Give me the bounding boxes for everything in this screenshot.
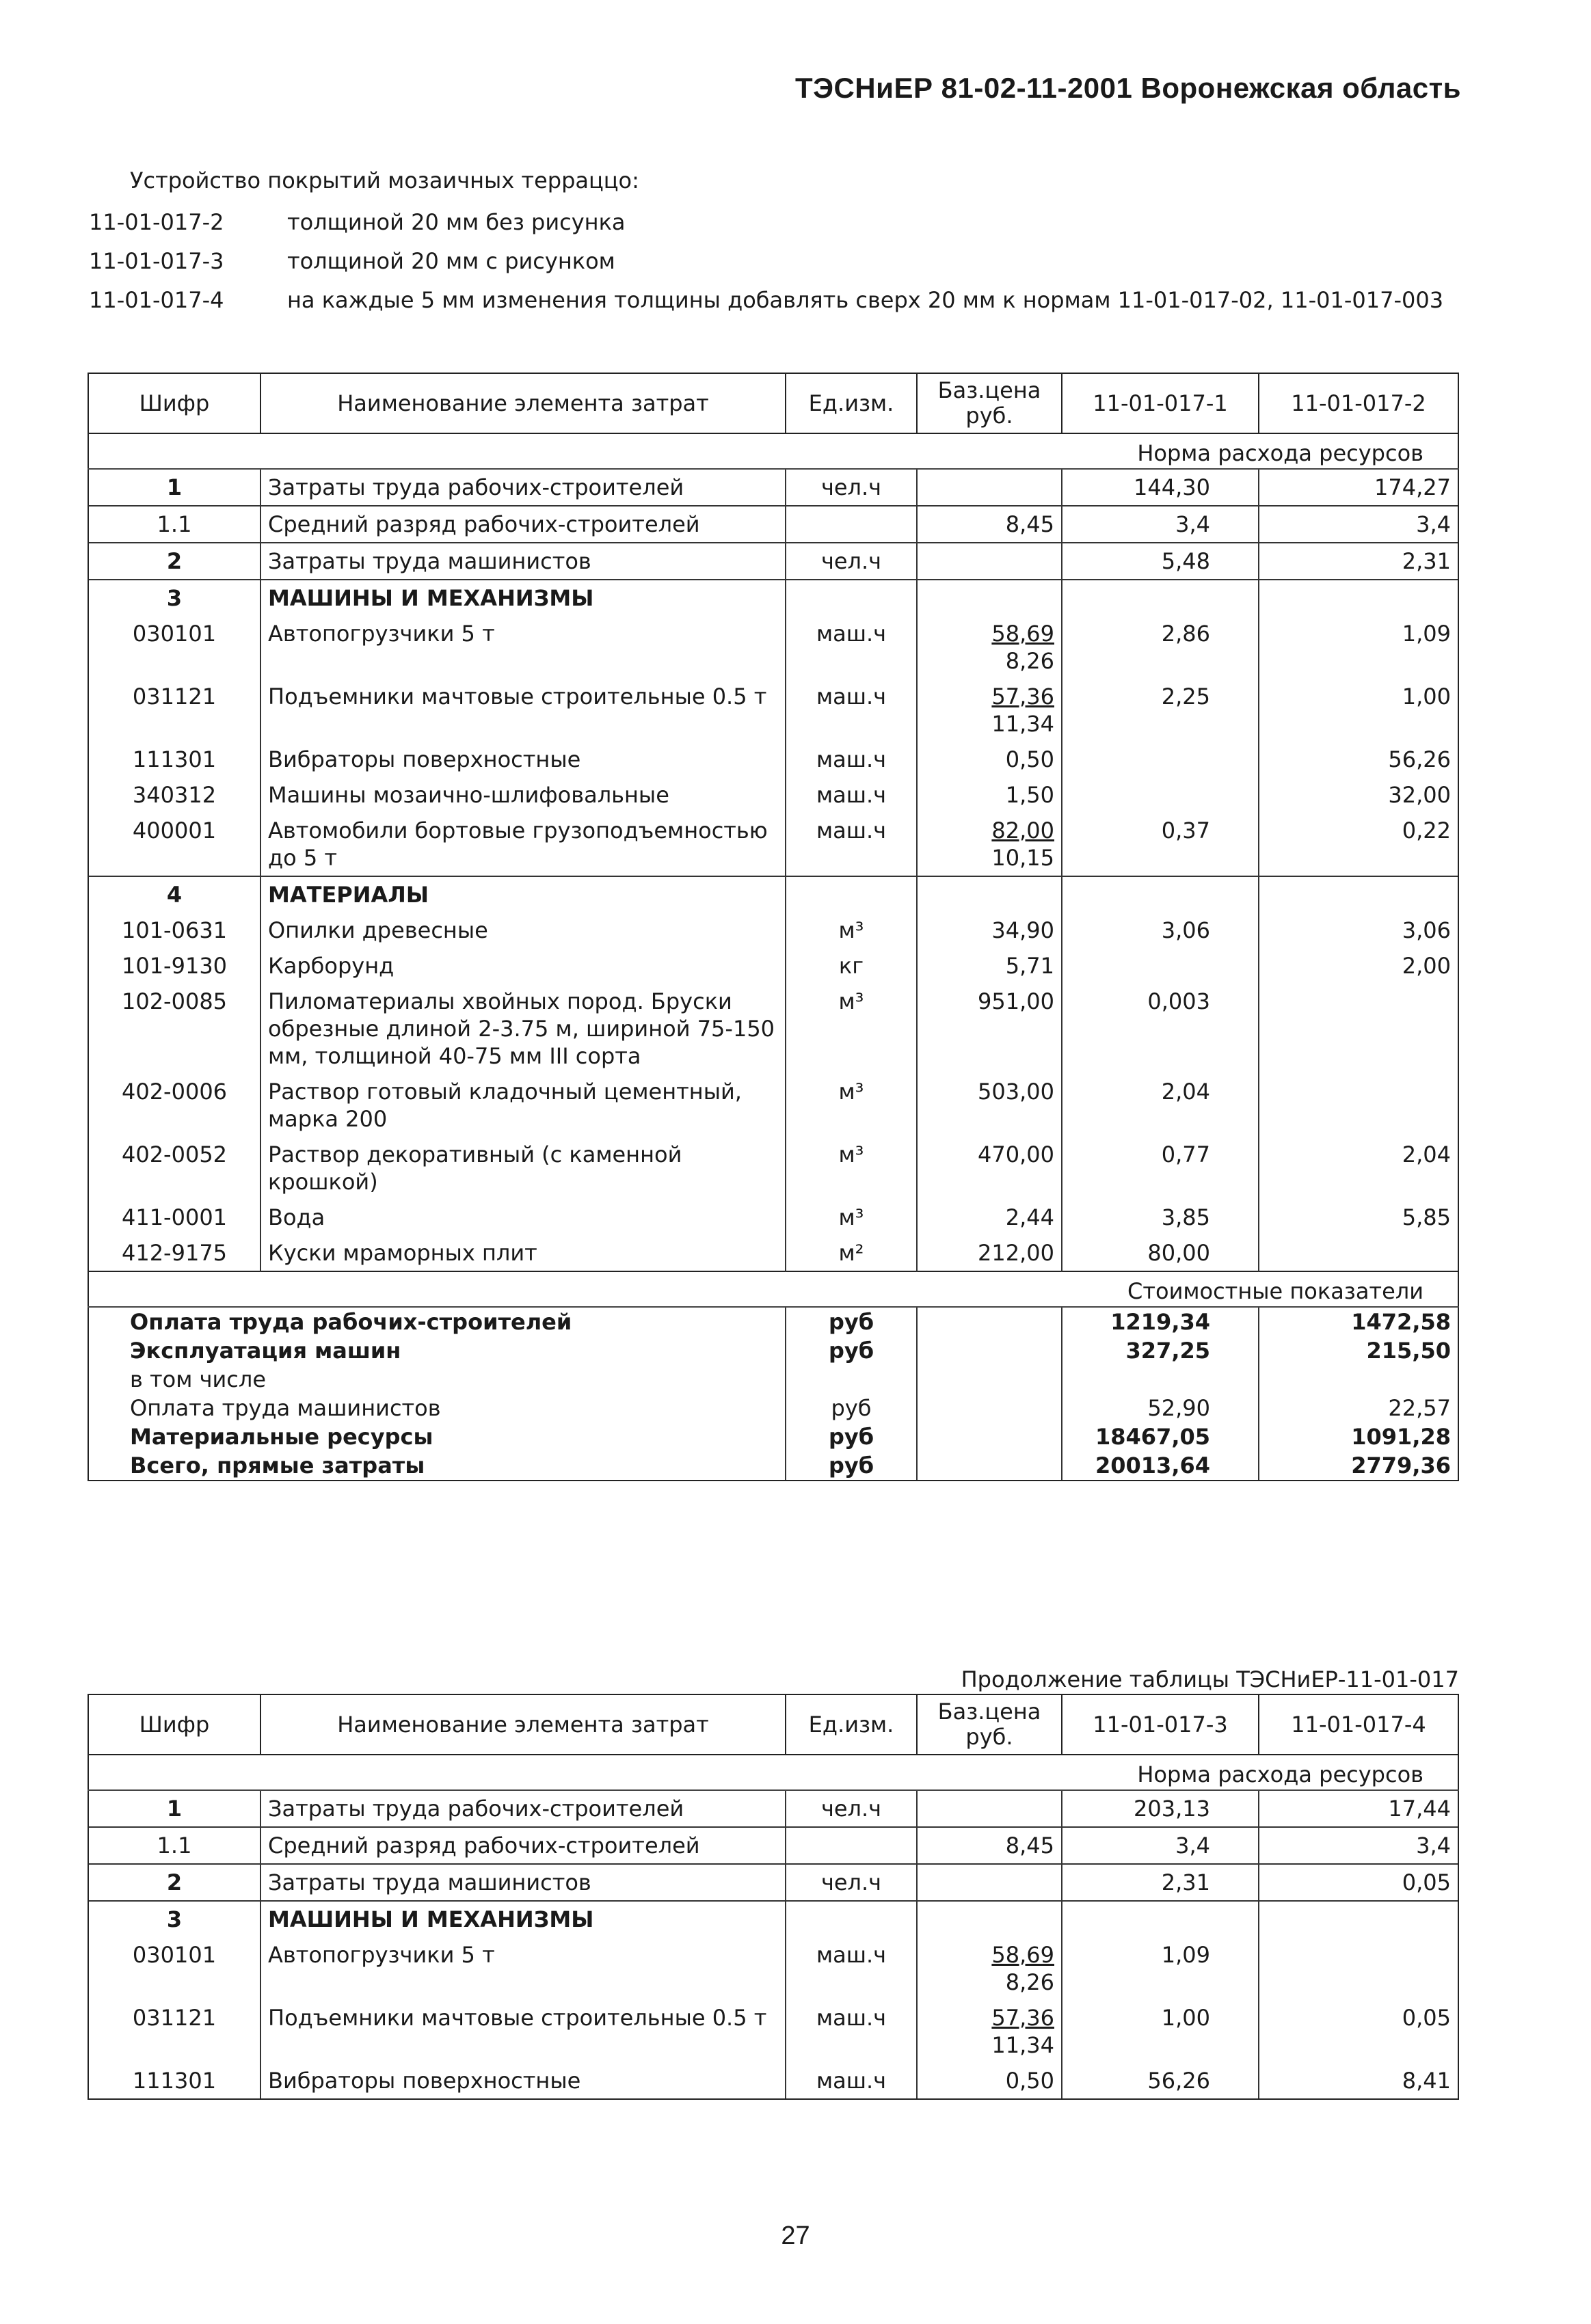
row-price-value: 212,00 (978, 1240, 1054, 1266)
row-norm-2: 17,44 (1259, 1790, 1458, 1827)
row-norm-2: 3,4 (1259, 506, 1458, 543)
row-price (917, 1200, 1062, 1235)
row-unit: чел.ч (786, 543, 917, 580)
row-unit: м³ (786, 1200, 917, 1235)
table-row (88, 777, 1458, 813)
row-name: Раствор декоративный (с каменной крошкой) (260, 1137, 786, 1200)
row-norm-1: 56,26 (1062, 2063, 1259, 2099)
table-row (88, 1790, 1458, 1827)
cost-label: Всего, прямые затраты (88, 1451, 786, 1481)
table-row (88, 1200, 1458, 1235)
row-price-value: 5,71 (1005, 953, 1054, 979)
row-price (917, 1901, 1062, 1937)
row-price (917, 506, 1062, 543)
intro-item-text: толщиной 20 мм с рисунком (287, 248, 615, 275)
price-header: Баз.цена руб. (917, 1694, 1062, 1755)
row-price (917, 1235, 1062, 1271)
cost-unit: руб (786, 1307, 917, 1336)
cost-row (88, 1365, 1458, 1394)
row-norm-1: 144,30 (1062, 469, 1259, 506)
row-unit: маш.ч (786, 616, 917, 679)
name-header: Наименование элемента затрат (260, 1694, 786, 1755)
row-name: Раствор готовый кладочный цементный, марка 200 (260, 1074, 786, 1137)
row-price-value: 57,36 (991, 2005, 1054, 2031)
resource-table-1 (88, 373, 1459, 1481)
row-unit (786, 506, 917, 543)
row-name: Опилки древесные (260, 913, 786, 948)
row-price-value: 58,69 (991, 621, 1054, 647)
cost-unit: руб (786, 1451, 917, 1481)
row-norm-1: 3,4 (1062, 506, 1259, 543)
row-code: 101-0631 (88, 913, 260, 948)
row-norm-2 (1259, 1235, 1458, 1271)
row-unit: маш.ч (786, 777, 917, 813)
row-code: 4 (88, 876, 260, 913)
row-price (917, 1937, 1062, 2000)
row-norm-1: 2,25 (1062, 679, 1259, 742)
row-norm-2 (1259, 1074, 1458, 1137)
row-code: 411-0001 (88, 1200, 260, 1235)
row-machinist-wage: 11,34 (991, 2032, 1054, 2058)
row-name: МАШИНЫ И МЕХАНИЗМЫ (260, 580, 786, 616)
row-norm-2: 174,27 (1259, 469, 1458, 506)
cost-empty (917, 1336, 1062, 1365)
cost-value-2: 1472,58 (1259, 1307, 1458, 1336)
row-price-value: 34,90 (991, 917, 1054, 943)
row-norm-2 (1259, 580, 1458, 616)
row-norm-1: 3,06 (1062, 913, 1259, 948)
row-price-value: 0,50 (1005, 746, 1054, 772)
row-code: 1.1 (88, 506, 260, 543)
row-norm-1: 0,003 (1062, 984, 1259, 1074)
intro-item-code: 11-01-017-3 (89, 248, 224, 275)
cost-label: Оплата труда машинистов (88, 1394, 786, 1422)
row-code: 400001 (88, 813, 260, 876)
row-code: 2 (88, 543, 260, 580)
cost-empty (917, 1365, 1062, 1394)
table-row (88, 1235, 1458, 1271)
row-unit: маш.ч (786, 679, 917, 742)
row-name: Машины мозаично-шлифовальные (260, 777, 786, 813)
page-number: 27 (781, 2221, 810, 2250)
row-price-value: 8,45 (1005, 511, 1054, 537)
row-norm-2: 2,00 (1259, 948, 1458, 984)
row-price (917, 580, 1062, 616)
cost-value-1: 327,25 (1062, 1336, 1259, 1365)
norm-title: Норма расхода ресурсов (88, 433, 1458, 469)
cost-label: Эксплуатация машин (88, 1336, 786, 1365)
row-norm-1: 2,31 (1062, 1864, 1259, 1901)
row-price (917, 876, 1062, 913)
row-price (917, 469, 1062, 506)
row-norm-2 (1259, 1901, 1458, 1937)
row-price-value: 503,00 (978, 1079, 1054, 1105)
norm-column-1-header: 11-01-017-3 (1062, 1694, 1259, 1755)
row-code: 2 (88, 1864, 260, 1901)
norm-title-row (88, 433, 1458, 469)
row-price (917, 777, 1062, 813)
table-row (88, 2063, 1458, 2099)
row-code: 402-0006 (88, 1074, 260, 1137)
cost-row (88, 1336, 1458, 1365)
row-machinist-wage: 8,26 (1005, 1969, 1054, 1995)
table-row (88, 813, 1458, 876)
row-unit (786, 876, 917, 913)
row-price (917, 1137, 1062, 1200)
row-name: Вибраторы поверхностные (260, 742, 786, 777)
row-unit: чел.ч (786, 469, 917, 506)
row-norm-1 (1062, 1901, 1259, 1937)
row-unit: м³ (786, 984, 917, 1074)
row-name: Средний разряд рабочих-строителей (260, 1827, 786, 1864)
intro-item (89, 248, 1518, 275)
row-code: 031121 (88, 679, 260, 742)
cost-row (88, 1422, 1458, 1451)
row-price (917, 1790, 1062, 1827)
cost-empty (917, 1422, 1062, 1451)
row-price (917, 2000, 1062, 2063)
row-price-value: 82,00 (991, 818, 1054, 843)
row-unit: м² (786, 1235, 917, 1271)
row-code: 1 (88, 469, 260, 506)
norm-title: Норма расхода ресурсов (88, 1755, 1458, 1790)
row-name: Затраты труда машинистов (260, 1864, 786, 1901)
row-norm-1: 3,4 (1062, 1827, 1259, 1864)
cost-empty (917, 1394, 1062, 1422)
row-price (917, 1827, 1062, 1864)
intro-item (89, 209, 1518, 236)
cost-empty (917, 1307, 1062, 1336)
cost-unit: руб (786, 1336, 917, 1365)
row-norm-1: 0,77 (1062, 1137, 1259, 1200)
cost-value-2 (1259, 1365, 1458, 1394)
name-header: Наименование элемента затрат (260, 373, 786, 433)
table-row (88, 543, 1458, 580)
row-norm-2 (1259, 984, 1458, 1074)
row-price (917, 543, 1062, 580)
row-norm-2 (1259, 876, 1458, 913)
row-code: 402-0052 (88, 1137, 260, 1200)
cost-value-1 (1062, 1365, 1259, 1394)
norm-column-2-header: 11-01-017-4 (1259, 1694, 1458, 1755)
row-norm-1: 1,00 (1062, 2000, 1259, 2063)
table-row (88, 506, 1458, 543)
row-code: 030101 (88, 1937, 260, 2000)
row-norm-2: 1,00 (1259, 679, 1458, 742)
row-price (917, 813, 1062, 876)
row-price (917, 679, 1062, 742)
intro-caption: Устройство покрытий мозаичных терраццо: (130, 167, 639, 193)
row-price (917, 1074, 1062, 1137)
code-header: Шифр (88, 373, 260, 433)
row-price (917, 948, 1062, 984)
cost-label: Материальные ресурсы (88, 1422, 786, 1451)
row-unit: маш.ч (786, 742, 917, 777)
table-row (88, 1074, 1458, 1137)
row-name: Карборунд (260, 948, 786, 984)
table-row (88, 1901, 1458, 1937)
cost-value-1: 1219,34 (1062, 1307, 1259, 1336)
table-row (88, 742, 1458, 777)
table-row (88, 913, 1458, 948)
unit-header: Ед.изм. (786, 1694, 917, 1755)
cost-value-1: 52,90 (1062, 1394, 1259, 1422)
row-name: Автопогрузчики 5 т (260, 616, 786, 679)
intro-item (89, 287, 1518, 314)
row-name: МАТЕРИАЛЫ (260, 876, 786, 913)
row-norm-2: 1,09 (1259, 616, 1458, 679)
cost-label: Оплата труда рабочих-строителей (88, 1307, 786, 1336)
row-norm-1: 0,37 (1062, 813, 1259, 876)
row-name: Затраты труда рабочих-строителей (260, 1790, 786, 1827)
row-name: Автопогрузчики 5 т (260, 1937, 786, 2000)
row-norm-2: 2,31 (1259, 543, 1458, 580)
row-price-value: 58,69 (991, 1942, 1054, 1968)
norm-column-1-header: 11-01-017-1 (1062, 373, 1259, 433)
row-code: 340312 (88, 777, 260, 813)
row-norm-1: 5,48 (1062, 543, 1259, 580)
cost-row (88, 1307, 1458, 1336)
row-norm-1: 80,00 (1062, 1235, 1259, 1271)
row-name: Подъемники мачтовые строительные 0.5 т (260, 2000, 786, 2063)
row-norm-2: 8,41 (1259, 2063, 1458, 2099)
row-unit: м³ (786, 913, 917, 948)
row-code: 3 (88, 1901, 260, 1937)
cost-value-1: 18467,05 (1062, 1422, 1259, 1451)
row-unit: чел.ч (786, 1864, 917, 1901)
cost-label: в том числе (88, 1365, 786, 1394)
row-norm-2: 0,05 (1259, 2000, 1458, 2063)
row-name: Затраты труда рабочих-строителей (260, 469, 786, 506)
row-price-value: 1,50 (1005, 782, 1054, 808)
table-row (88, 2000, 1458, 2063)
row-machinist-wage: 11,34 (991, 711, 1054, 737)
row-name: Подъемники мачтовые строительные 0.5 т (260, 679, 786, 742)
row-norm-2: 56,26 (1259, 742, 1458, 777)
row-norm-1: 2,86 (1062, 616, 1259, 679)
cost-unit (786, 1365, 917, 1394)
row-norm-2: 0,22 (1259, 813, 1458, 876)
row-norm-1 (1062, 876, 1259, 913)
table-header-row (88, 373, 1458, 433)
row-unit: маш.ч (786, 1937, 917, 2000)
row-name: Автомобили бортовые грузоподъемностью до 5 т (260, 813, 786, 876)
row-norm-1 (1062, 742, 1259, 777)
row-price (917, 913, 1062, 948)
cost-value-2: 215,50 (1259, 1336, 1458, 1365)
code-header: Шифр (88, 1694, 260, 1755)
cost-value-1: 20013,64 (1062, 1451, 1259, 1481)
row-norm-2: 3,06 (1259, 913, 1458, 948)
row-norm-1 (1062, 777, 1259, 813)
table-row (88, 876, 1458, 913)
row-price-value: 2,44 (1005, 1204, 1054, 1230)
row-unit (786, 580, 917, 616)
table-row (88, 948, 1458, 984)
row-price-value: 470,00 (978, 1141, 1054, 1167)
cost-value-2: 1091,28 (1259, 1422, 1458, 1451)
row-name: Куски мраморных плит (260, 1235, 786, 1271)
row-unit: м³ (786, 1137, 917, 1200)
resource-table-2 (88, 1694, 1459, 2100)
document-title: ТЭСНиЕР 81-02-11-2001 Воронежская область (794, 72, 1461, 104)
table-row (88, 1827, 1458, 1864)
intro-item-text: на каждые 5 мм изменения толщины добавлять сверх 20 мм к нормам 11-01-017-02, 11-01-017-003 (287, 287, 1444, 314)
row-norm-1: 2,04 (1062, 1074, 1259, 1137)
row-unit (786, 1827, 917, 1864)
intro-block (89, 167, 1518, 326)
table-row (88, 1137, 1458, 1200)
norm-column-2-header: 11-01-017-2 (1259, 373, 1458, 433)
row-name: Вода (260, 1200, 786, 1235)
row-unit (786, 1901, 917, 1937)
row-price (917, 616, 1062, 679)
table-row (88, 984, 1458, 1074)
table-row (88, 679, 1458, 742)
row-unit: кг (786, 948, 917, 984)
row-code: 031121 (88, 2000, 260, 2063)
row-price (917, 2063, 1062, 2099)
cost-value-2: 2779,36 (1259, 1451, 1458, 1481)
row-code: 111301 (88, 742, 260, 777)
table-row (88, 580, 1458, 616)
cost-value-2: 22,57 (1259, 1394, 1458, 1422)
unit-header: Ед.изм. (786, 373, 917, 433)
row-name: МАШИНЫ И МЕХАНИЗМЫ (260, 1901, 786, 1937)
table-header-row (88, 1694, 1458, 1755)
intro-item-code: 11-01-017-2 (89, 209, 224, 236)
row-price-value: 951,00 (978, 988, 1054, 1014)
intro-item-code: 11-01-017-4 (89, 287, 224, 314)
row-price (917, 1864, 1062, 1901)
cost-row (88, 1394, 1458, 1422)
row-code: 412-9175 (88, 1235, 260, 1271)
row-norm-2: 32,00 (1259, 777, 1458, 813)
row-price-value: 8,45 (1005, 1833, 1054, 1859)
row-norm-1 (1062, 580, 1259, 616)
row-price (917, 984, 1062, 1074)
row-norm-2: 0,05 (1259, 1864, 1458, 1901)
norm-title-row (88, 1755, 1458, 1790)
row-code: 111301 (88, 2063, 260, 2099)
row-unit: чел.ч (786, 1790, 917, 1827)
row-code: 1.1 (88, 1827, 260, 1864)
row-unit: маш.ч (786, 813, 917, 876)
row-norm-1: 3,85 (1062, 1200, 1259, 1235)
table-row (88, 616, 1458, 679)
intro-item-text: толщиной 20 мм без рисунка (287, 209, 626, 236)
row-norm-2: 2,04 (1259, 1137, 1458, 1200)
row-price-value: 0,50 (1005, 2068, 1054, 2094)
cost-title-row (88, 1271, 1458, 1307)
row-price-value: 57,36 (991, 684, 1054, 710)
row-name: Затраты труда машинистов (260, 543, 786, 580)
row-code: 3 (88, 580, 260, 616)
row-code: 102-0085 (88, 984, 260, 1074)
row-name: Вибраторы поверхностные (260, 2063, 786, 2099)
continuation-note: Продолжение таблицы ТЭСНиЕР-11-01-017 (961, 1666, 1459, 1695)
cost-unit: руб (786, 1394, 917, 1422)
row-machinist-wage: 10,15 (991, 845, 1054, 871)
row-machinist-wage: 8,26 (1005, 648, 1054, 674)
table-row (88, 1864, 1458, 1901)
cost-row (88, 1451, 1458, 1481)
row-unit: маш.ч (786, 2063, 917, 2099)
table-row (88, 469, 1458, 506)
row-price (917, 742, 1062, 777)
table-row (88, 1937, 1458, 2000)
row-norm-2 (1259, 1937, 1458, 2000)
row-code: 030101 (88, 616, 260, 679)
row-norm-1: 1,09 (1062, 1937, 1259, 2000)
price-header: Баз.цена руб. (917, 373, 1062, 433)
row-name: Средний разряд рабочих-строителей (260, 506, 786, 543)
cost-empty (917, 1451, 1062, 1481)
row-unit: маш.ч (786, 2000, 917, 2063)
cost-title: Стоимостные показатели (88, 1271, 1458, 1307)
cost-unit: руб (786, 1422, 917, 1451)
row-name: Пиломатериалы хвойных пород. Бруски обрезные длиной 2-3.75 м, шириной 75-150 мм, толщиной 40-75 мм III сорта (260, 984, 786, 1074)
row-norm-1 (1062, 948, 1259, 984)
row-unit: м³ (786, 1074, 917, 1137)
row-norm-2: 5,85 (1259, 1200, 1458, 1235)
row-norm-1: 203,13 (1062, 1790, 1259, 1827)
row-code: 101-9130 (88, 948, 260, 984)
row-norm-2: 3,4 (1259, 1827, 1458, 1864)
row-code: 1 (88, 1790, 260, 1827)
